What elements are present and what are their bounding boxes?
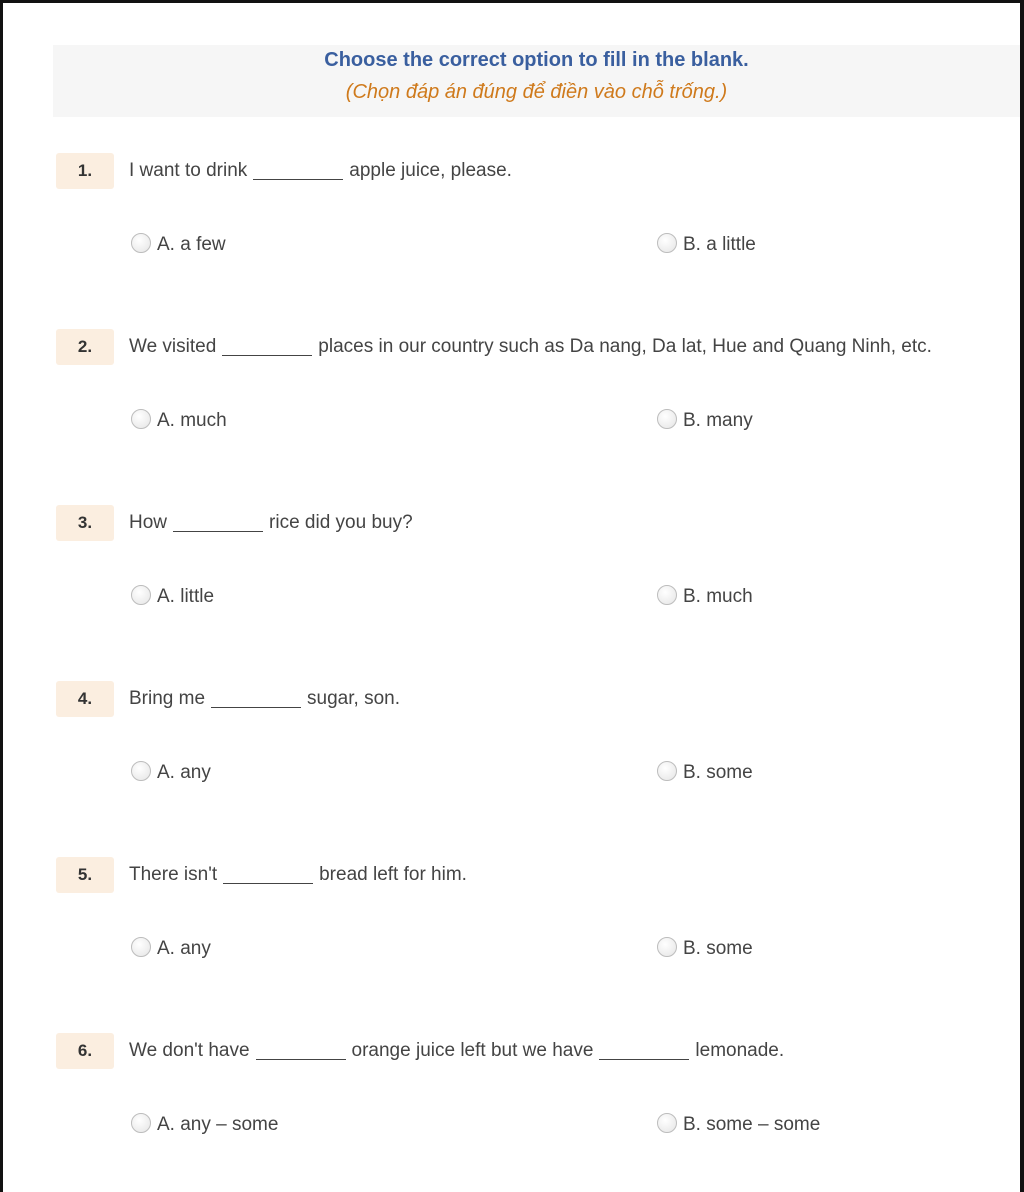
question-text — [129, 329, 932, 365]
instruction-subtitle: (Chọn đáp án đúng để điền vào chỗ trống.) — [345, 81, 728, 103]
question-text — [129, 681, 400, 717]
question-text-part: orange juice left but we have — [351, 1040, 594, 1061]
question-text-part: rice did you buy? — [269, 512, 413, 533]
question-text-part: There isn't — [129, 864, 218, 885]
question-text-part: sugar, son. — [307, 688, 400, 709]
option-label: A. any — [157, 762, 211, 783]
question-text-part: apple juice, please. — [349, 160, 512, 181]
question-text-part: places in our country such as Da nang, Da lat, Hue and Quang Ninh, etc. — [318, 336, 932, 357]
option-label: A. little — [157, 586, 215, 607]
question-4 — [53, 681, 1020, 791]
blank-line — [223, 859, 313, 884]
question-number: 1. — [56, 153, 114, 189]
option-label: A. any – some — [157, 1114, 279, 1135]
radio-button-icon[interactable] — [657, 761, 677, 781]
blank-line — [256, 1035, 346, 1060]
blank-line — [599, 1035, 689, 1060]
option-label: A. much — [157, 410, 227, 431]
radio-button-icon[interactable] — [657, 585, 677, 605]
question-text — [129, 857, 467, 893]
option-a[interactable] — [131, 937, 211, 961]
blank-line — [253, 155, 343, 180]
question-text — [129, 505, 413, 541]
question-text-part: lemonade. — [695, 1040, 785, 1061]
question-number: 6. — [56, 1033, 114, 1069]
option-b[interactable] — [657, 409, 753, 433]
question-5 — [53, 857, 1020, 967]
question-number: 2. — [56, 329, 114, 365]
blank-line — [211, 683, 301, 708]
option-label: B. some – some — [683, 1114, 821, 1135]
radio-button-icon[interactable] — [131, 1113, 151, 1133]
question-2 — [53, 329, 1020, 439]
radio-button-icon[interactable] — [131, 585, 151, 605]
option-b[interactable] — [657, 937, 753, 961]
radio-button-icon[interactable] — [657, 1113, 677, 1133]
option-b[interactable] — [657, 1113, 820, 1137]
radio-button-icon[interactable] — [131, 937, 151, 957]
option-a[interactable] — [131, 761, 211, 785]
option-label: A. any — [157, 938, 211, 959]
option-label: B. some — [683, 762, 753, 783]
blank-line — [173, 507, 263, 532]
question-number: 4. — [56, 681, 114, 717]
radio-button-icon[interactable] — [131, 761, 151, 781]
option-b[interactable] — [657, 233, 756, 257]
question-text-part: bread left for him. — [319, 864, 467, 885]
option-b[interactable] — [657, 761, 753, 785]
question-text-part: We visited — [129, 336, 217, 357]
question-number: 3. — [56, 505, 114, 541]
option-a[interactable] — [131, 233, 226, 257]
instruction-header — [53, 45, 1020, 117]
question-text-part: I want to drink — [129, 160, 248, 181]
question-text — [129, 153, 512, 189]
blank-line — [222, 331, 312, 356]
question-text — [129, 1033, 784, 1069]
question-number: 5. — [56, 857, 114, 893]
radio-button-icon[interactable] — [657, 409, 677, 429]
question-6 — [53, 1033, 1020, 1143]
instruction-title: Choose the correct option to fill in the blank. — [324, 49, 749, 71]
radio-button-icon[interactable] — [657, 233, 677, 253]
question-text-part: Bring me — [129, 688, 206, 709]
radio-button-icon[interactable] — [657, 937, 677, 957]
option-b[interactable] — [657, 585, 753, 609]
question-3 — [53, 505, 1020, 615]
option-label: B. a little — [683, 234, 756, 255]
option-label: B. some — [683, 938, 753, 959]
question-text-part: We don't have — [129, 1040, 250, 1061]
option-a[interactable] — [131, 1113, 278, 1137]
radio-button-icon[interactable] — [131, 409, 151, 429]
question-1 — [53, 153, 1020, 263]
option-label: B. many — [683, 410, 753, 431]
radio-button-icon[interactable] — [131, 233, 151, 253]
exercise-page — [3, 3, 1020, 1192]
question-text-part: How — [129, 512, 168, 533]
option-label: A. a few — [157, 234, 226, 255]
option-a[interactable] — [131, 409, 227, 433]
option-label: B. much — [683, 586, 753, 607]
option-a[interactable] — [131, 585, 214, 609]
